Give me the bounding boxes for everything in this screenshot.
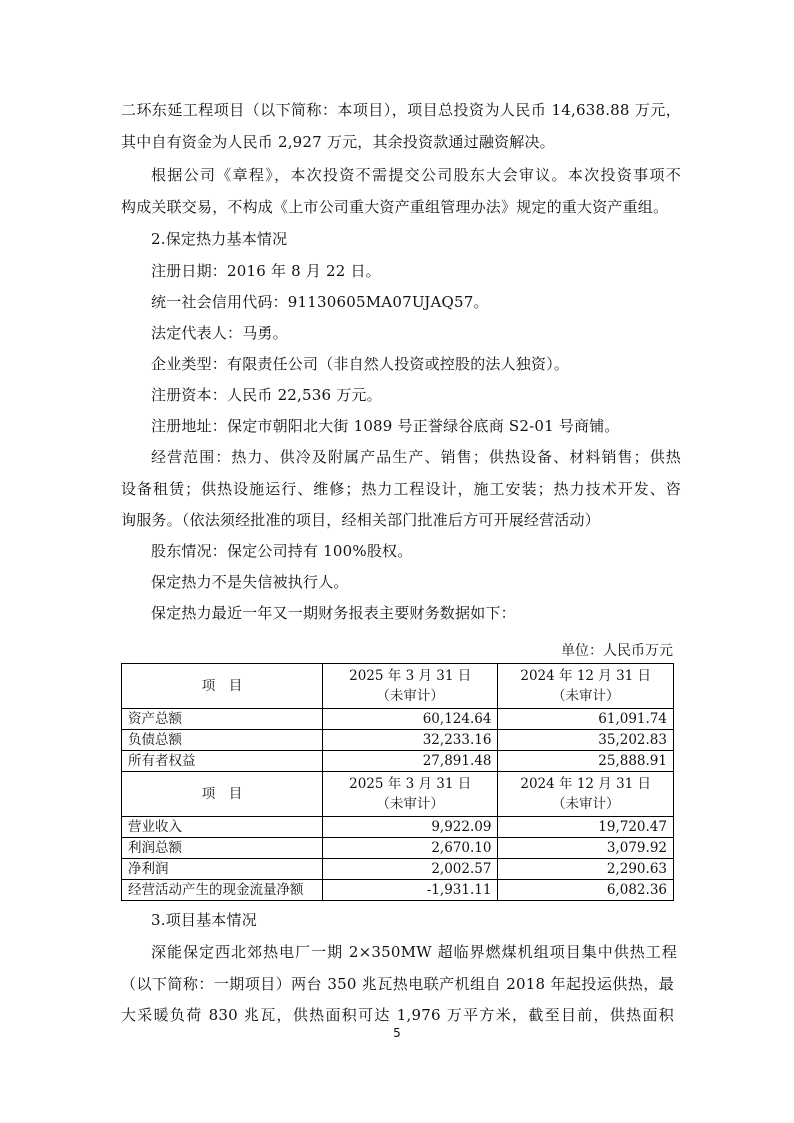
header-date: 2024 年 12 月 31 日 bbox=[520, 776, 652, 792]
header-date: 2025 年 3 月 31 日 bbox=[349, 776, 472, 792]
section-heading: 2.保定热力基本情况 bbox=[151, 230, 288, 248]
header-period-1 bbox=[322, 772, 498, 817]
paragraph-line: 注册资本：人民币 22,536 万元。 bbox=[151, 386, 382, 404]
table-header-row bbox=[122, 772, 674, 817]
paragraph-line: 企业类型：有限责任公司（非自然人投资或控股的法人独资）。 bbox=[151, 355, 570, 373]
row-value: 35,202.83 bbox=[498, 730, 674, 751]
row-label: 负债总额 bbox=[122, 730, 323, 751]
row-label: 净利润 bbox=[122, 859, 323, 880]
row-label: 资产总额 bbox=[122, 709, 323, 730]
header-period-1 bbox=[322, 664, 498, 709]
section-heading: 3.项目基本情况 bbox=[151, 911, 257, 929]
table-row bbox=[122, 859, 674, 880]
row-value: 9,922.09 bbox=[322, 817, 498, 838]
header-audit-note: （未审计） bbox=[551, 796, 620, 812]
paragraph-line: 法定代表人：马勇。 bbox=[151, 324, 288, 342]
header-audit-note: （未审计） bbox=[551, 688, 620, 704]
row-value: 19,720.47 bbox=[498, 817, 674, 838]
table-row bbox=[122, 880, 674, 901]
row-label: 经营活动产生的现金流量净额 bbox=[122, 880, 323, 901]
row-label: 利润总额 bbox=[122, 838, 323, 859]
header-date: 2025 年 3 月 31 日 bbox=[349, 668, 472, 684]
header-audit-note: （未审计） bbox=[376, 796, 444, 812]
table-row bbox=[122, 838, 674, 859]
row-label: 营业收入 bbox=[122, 817, 323, 838]
header-item: 项 目 bbox=[122, 772, 323, 817]
row-value: 61,091.74 bbox=[498, 709, 674, 730]
paragraph-line: 大采暖负荷 830 兆瓦，供热面积可达 1,976 万平方米，截至目前，供热面积 bbox=[121, 1006, 674, 1024]
paragraph-line: 保定热力不是失信被执行人。 bbox=[151, 573, 349, 591]
table-header-row bbox=[122, 664, 674, 709]
paragraph-line: 根据公司《章程》，本次投资不需提交公司股东大会审议。本次投资事项不 bbox=[151, 166, 681, 184]
paragraph-line: 注册地址：保定市朝阳北大街 1089 号正誉绿谷底商 S2-01 号商铺。 bbox=[151, 417, 620, 435]
paragraph-line: 经营范围：热力、供冷及附属产品生产、销售；供热设备、材料销售；供热 bbox=[151, 448, 681, 466]
table-row bbox=[122, 730, 674, 751]
header-date: 2024 年 12 月 31 日 bbox=[520, 668, 652, 684]
table-row bbox=[122, 709, 674, 730]
row-value: 25,888.91 bbox=[498, 751, 674, 772]
row-value: 6,082.36 bbox=[498, 880, 674, 901]
header-period-2 bbox=[498, 772, 674, 817]
row-value: 2,002.57 bbox=[322, 859, 498, 880]
row-label: 所有者权益 bbox=[122, 751, 323, 772]
table-row bbox=[122, 751, 674, 772]
table-row bbox=[122, 817, 674, 838]
paragraph-line: 设备租赁；供热设施运行、维修；热力工程设计，施工安装；热力技术开发、咨 bbox=[121, 480, 681, 498]
unit-label: 单位：人民币万元 bbox=[561, 643, 673, 659]
header-period-2 bbox=[498, 664, 674, 709]
header-audit-note: （未审计） bbox=[376, 688, 444, 704]
row-value: 32,233.16 bbox=[322, 730, 498, 751]
paragraph-line: 股东情况：保定公司持有 100%股权。 bbox=[151, 542, 413, 560]
paragraph-line: 保定热力最近一年又一期财务报表主要财务数据如下： bbox=[151, 604, 516, 622]
row-value: 27,891.48 bbox=[322, 751, 498, 772]
paragraph-line: 其中自有资金为人民币 2,927 万元，其余投资款通过融资解决。 bbox=[121, 133, 555, 151]
paragraph-line: 二环东延工程项目（以下简称：本项目），项目总投资为人民币 14,638.88 万元， bbox=[121, 101, 681, 119]
page-number: 5 bbox=[393, 1026, 401, 1040]
row-value: 3,079.92 bbox=[498, 838, 674, 859]
paragraph-line: 询服务。（依法须经批准的项目，经相关部门批准后方可开展经营活动） bbox=[121, 511, 600, 529]
header-item: 项 目 bbox=[122, 664, 323, 709]
paragraph-line: 统一社会信用代码：91130605MA07UJAQ57。 bbox=[151, 293, 489, 311]
paragraph-line: 注册日期：2016 年 8 月 22 日。 bbox=[151, 262, 381, 280]
row-value: -1,931.11 bbox=[322, 880, 498, 901]
row-value: 2,670.10 bbox=[322, 838, 498, 859]
row-value: 2,290.63 bbox=[498, 859, 674, 880]
paragraph-line: 构成关联交易，不构成《上市公司重大资产重组管理办法》规定的重大资产重组。 bbox=[121, 198, 669, 216]
financial-table bbox=[121, 663, 674, 901]
paragraph-line: （以下简称：一期项目）两台 350 兆瓦热电联产机组自 2018 年起投运供热，最 bbox=[121, 975, 674, 993]
row-value: 60,124.64 bbox=[322, 709, 498, 730]
paragraph-line: 深能保定西北郊热电厂一期 2×350MW 超临界燃煤机组项目集中供热工程 bbox=[151, 943, 677, 961]
